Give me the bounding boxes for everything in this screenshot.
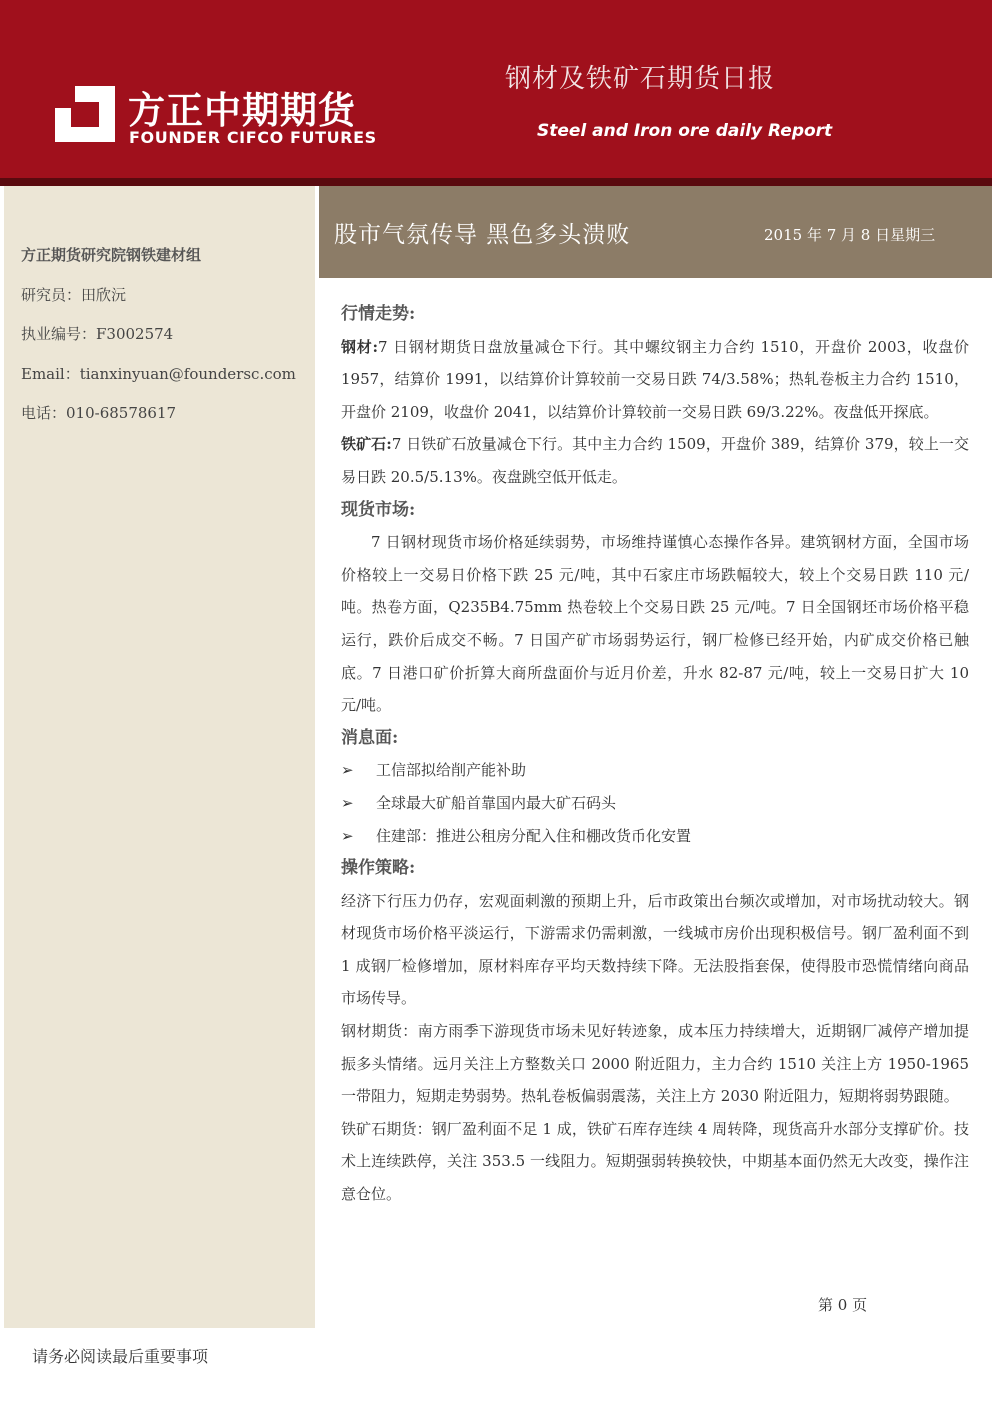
news-list-item bbox=[341, 754, 969, 787]
news-item-text: 全球最大矿船首靠国内最大矿石码头 bbox=[376, 793, 617, 812]
report-title-english: Steel and Iron ore daily Report bbox=[537, 121, 833, 141]
analyst-phone: 电话：010-68578617 bbox=[21, 404, 177, 422]
author-sidebar bbox=[4, 186, 315, 1328]
iron-ore-label: 铁矿石: bbox=[341, 435, 392, 454]
founder-logo-icon bbox=[55, 86, 115, 142]
strategy-macro-paragraph: 经济下行压力仍存，宏观面刺激的预期上升，后市政策出台频次或增加，对市场扰动较大。钢材现货市场价格平淡运行，下游需求仍需刺激，一线城市房价出现积极信号。钢厂盈利面不到 1 成钢厂检修增加，原材料库存平均天数持续下降。无法股指套保，使得股市恐慌情绪向商品市场传导。 bbox=[341, 891, 969, 1008]
steel-paragraph bbox=[341, 331, 969, 429]
section-heading-market: 行情走势: bbox=[341, 304, 416, 324]
arrow-bullet-icon: ➢ bbox=[341, 761, 354, 780]
arrow-bullet-icon: ➢ bbox=[341, 826, 354, 845]
iron-ore-text: 7 日铁矿石放量减仓下行。其中主力合约 1509，开盘价 389，结算价 379，较上一交易日跌 20.5/5.13%。夜盘跳空低开低走。 bbox=[341, 435, 969, 486]
page-number: 第 0 页 bbox=[818, 1296, 868, 1314]
section-heading-news: 消息面: bbox=[341, 727, 399, 748]
analyst-email: Email：tianxinyuan@foundersc.com bbox=[21, 365, 296, 383]
header-divider bbox=[0, 178, 992, 186]
strategy-steel-paragraph: 钢材期货：南方雨季下游现货市场未见好转迹象，成本压力持续增大，近期钢厂减停产增加提振多头情绪。远月关注上方整数关口 2000 附近阻力，主力合约 1510 关注上方 1950-1965 一带阻力，短期走势弱势。热轧卷板偏弱震荡，关注上方 2030 附近阻力，短期将弱势跟随。 bbox=[341, 1022, 969, 1106]
section-heading-strategy: 操作策略: bbox=[341, 858, 416, 879]
disclaimer-note: 请务必阅读最后重要事项 bbox=[32, 1347, 209, 1366]
steel-label: 钢材: bbox=[341, 337, 379, 356]
report-headline: 股市气氛传导 黑色多头溃败 bbox=[334, 222, 631, 248]
news-list-item bbox=[341, 787, 969, 820]
analyst-name: 研究员：田欣沅 bbox=[21, 286, 127, 304]
report-date: 2015 年 7 月 8 日星期三 bbox=[764, 226, 936, 244]
license-number: 执业编号：F3002574 bbox=[21, 325, 174, 343]
news-item-text: 工信部拟给削产能补助 bbox=[376, 761, 527, 780]
strategy-iron-ore-paragraph: 铁矿石期货：钢厂盈利面不足 1 成，铁矿石库存连续 4 周转降，现货高升水部分支撑矿价。技术上连续跌停，关注 353.5 一线阻力。短期强弱转换较快，中期基本面仍然无大改变，操作注意仓位。 bbox=[341, 1119, 969, 1204]
spot-paragraph: 7 日钢材现货市场价格延续弱势，市场维持谨慎心态操作各异。建筑钢材方面，全国市场价格较上一交易日价格下跌 25 元/吨，其中石家庄市场跌幅较大，较上个交易日跌 110 元/吨。热卷方面，Q235B4.75mm 热卷较上个交易日跌 25 元/吨。7 日全国钢坯市场价格平稳运行，跌价后成交不畅。7 日国产矿市场弱势运行，钢厂检修已经开始，内矿成交价格已触底。7 日港口矿价折算大商所盘面价与近月价差，升水 82-87 元/吨，较上一交易日扩大 10 元/吨。 bbox=[341, 533, 969, 715]
steel-text: 7 日钢材期货日盘放量减仓下行。其中螺纹钢主力合约 1510，开盘价 2003，收盘价 1957，结算价 1991，以结算价计算较前一交易日跌 74/3.58%；热轧卷板主力合约 1510，开盘价 2109，收盘价 2041，以结算价计算较前一交易日跌 69/3.22%。夜盘低开探底。 bbox=[341, 337, 969, 421]
logo-english-name: FOUNDER CIFCO FUTURES bbox=[129, 128, 377, 147]
iron-ore-paragraph bbox=[341, 428, 969, 493]
report-header bbox=[0, 0, 992, 178]
arrow-bullet-icon: ➢ bbox=[341, 793, 354, 812]
news-list-item bbox=[341, 820, 969, 853]
research-group: 方正期货研究院钢铁建材组 bbox=[21, 246, 202, 264]
news-item-text: 住建部：推进公租房分配入住和棚改货币化安置 bbox=[376, 826, 692, 845]
report-body bbox=[341, 298, 969, 1211]
report-title-chinese: 钢材及铁矿石期货日报 bbox=[505, 64, 776, 94]
section-heading-spot: 现货市场: bbox=[341, 499, 416, 520]
logo-chinese-name: 方正中期期货 bbox=[128, 89, 356, 132]
